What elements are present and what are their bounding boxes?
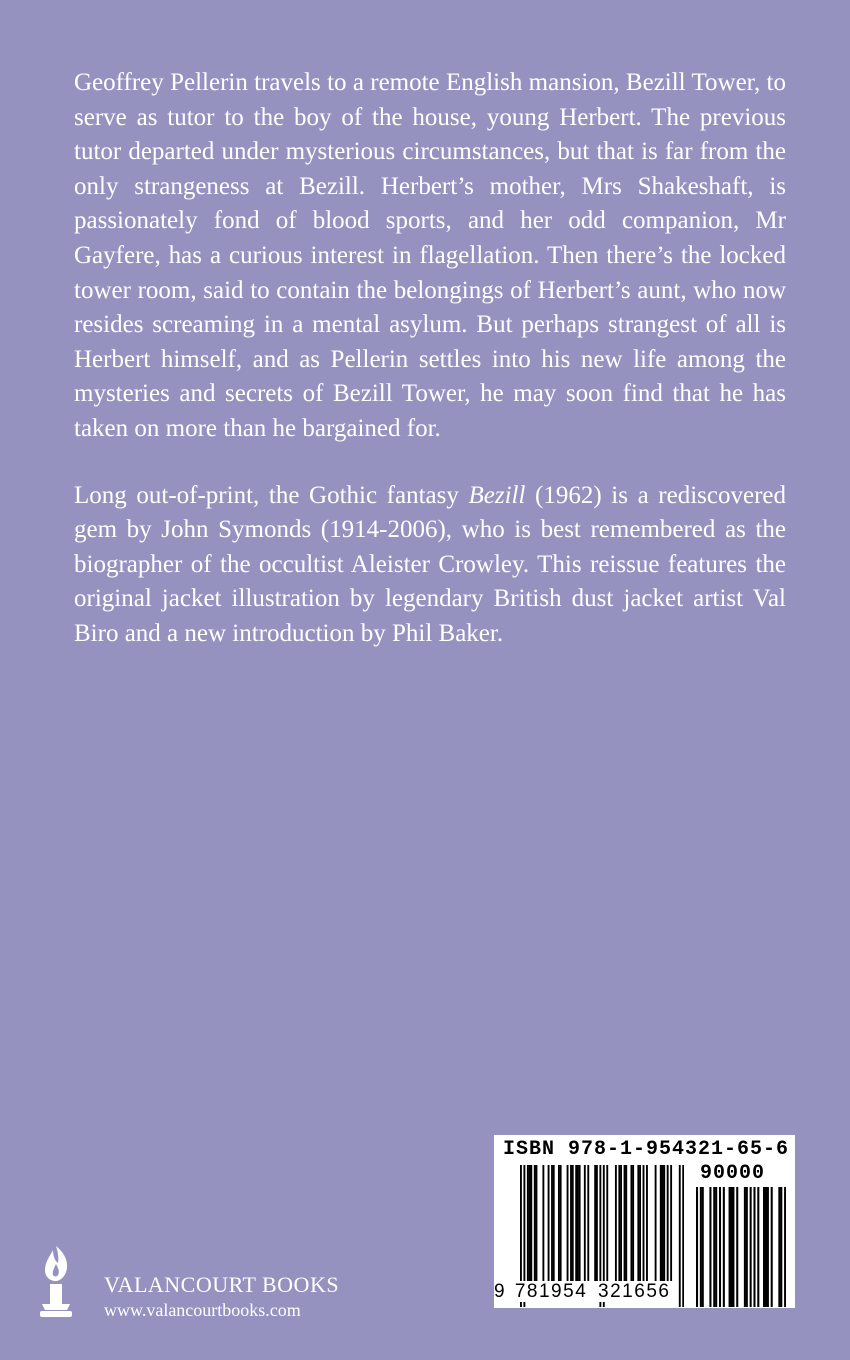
addon-bar (736, 1187, 738, 1307)
about-text-end: (1962) is a rediscovered gem by John Symonds (1914-2006), who is best remembered as the biographer of the occultist Aleister Crowley. This reissue features the original jacket illustration by legendary British dust jacket artist Val Biro and a new introduction by Phil Baker. (74, 481, 786, 647)
blurb-paragraph-about (74, 479, 786, 652)
addon-bar (757, 1187, 759, 1307)
about-text-start: Long out-of-print, the Gothic fantasy (74, 481, 469, 509)
barcode-bar (663, 1165, 665, 1281)
addon-bar (771, 1187, 773, 1307)
barcode-bar (529, 1165, 531, 1281)
barcode-bar (530, 1165, 532, 1281)
barcode-bar (579, 1165, 581, 1281)
addon-bar (700, 1187, 702, 1307)
addon-bars (696, 1187, 786, 1307)
candle-flame-icon (36, 1244, 76, 1320)
barcode-bar (637, 1165, 639, 1281)
barcode-bar (630, 1165, 632, 1281)
price-code: 90000 (700, 1162, 766, 1185)
barcode-bar (567, 1165, 569, 1281)
barcode-bar (660, 1165, 662, 1281)
barcode-bar (670, 1165, 672, 1281)
addon-bar (778, 1187, 780, 1307)
barcode-bar (625, 1165, 627, 1281)
isbn-label: ISBN 978-1-954321-65-6 (503, 1138, 790, 1161)
addon-bar (763, 1187, 765, 1307)
barcode-bar (646, 1165, 648, 1281)
publisher-url: www.valancourtbooks.com (104, 1300, 301, 1320)
barcode-bar (558, 1165, 560, 1281)
addon-bar (713, 1187, 715, 1307)
addon-bar (709, 1187, 711, 1307)
barcode-bar (624, 1165, 626, 1281)
addon-bar (719, 1187, 721, 1307)
addon-bar (750, 1187, 752, 1307)
barcode-bar (620, 1165, 622, 1281)
ean-digit-row (494, 1281, 672, 1303)
addon-bar (732, 1187, 734, 1307)
barcode-bar (560, 1165, 562, 1281)
addon-bar (780, 1187, 782, 1307)
barcode-bar (615, 1165, 617, 1281)
publisher-name: VALANCOURT BOOKS (104, 1272, 340, 1297)
barcode-bar (594, 1165, 596, 1281)
back-cover-blurb (74, 66, 786, 684)
barcode-bar (587, 1165, 589, 1281)
ean-left-digits: 781954 (514, 1281, 588, 1302)
addon-bar (767, 1187, 769, 1307)
barcode-bar (596, 1165, 598, 1281)
isbn-barcode (494, 1135, 795, 1308)
addon-bar (746, 1187, 748, 1307)
blurb-paragraph-synopsis: Geoffrey Pellerin travels to a remote English mansion, Bezill Tower, to serve as tutor to the boy of the house, young Herbert. The previous tutor departed under mysterious circumstances, but that is far from the only strangeness at Bezill. Herbert’s mother, Mrs Shakeshaft, is passionately fond of blood sports, and her odd companion, Mr Gayfere, has a curious interest in flagellation. Then there’s the locked tower room, said to contain the belongings of Herbert’s aunt, who now resides screaming in a mental asylum. But perhaps strangest of all is Herbert himself, and as Pellerin settles into his new life among the mysteries and secrets of Bezill Tower, he may soon find that he has taken on more than he bargained for. (74, 69, 786, 442)
barcode-bar (575, 1165, 577, 1281)
barcode-bar (618, 1165, 620, 1281)
addon-bar (730, 1187, 732, 1307)
barcode-bar (572, 1165, 574, 1281)
barcode-bar (577, 1165, 579, 1281)
ean-first-digit: 9 (494, 1281, 507, 1302)
barcode-bar (553, 1165, 555, 1281)
publisher-block (36, 1244, 396, 1324)
addon-bar (753, 1187, 755, 1307)
barcode-bar (655, 1165, 657, 1281)
barcode-bar (536, 1165, 538, 1281)
barcode-bar (662, 1165, 664, 1281)
barcode-bar (527, 1165, 529, 1281)
addon-bar (744, 1187, 746, 1307)
barcode-bar (584, 1165, 586, 1281)
addon-bar (784, 1187, 786, 1307)
barcode-bar (570, 1165, 572, 1281)
addon-bar (765, 1187, 767, 1307)
guard-bar (682, 1165, 684, 1307)
barcode-bar (534, 1165, 536, 1281)
barcode-bar (632, 1165, 634, 1281)
addon-bar (729, 1187, 731, 1307)
addon-bar (723, 1187, 725, 1307)
addon-bar (696, 1187, 698, 1307)
addon-bar (715, 1187, 717, 1307)
guard-bar (679, 1165, 681, 1307)
barcode-bar (667, 1165, 669, 1281)
barcode-bar (639, 1165, 641, 1281)
barcode-bar (548, 1165, 550, 1281)
ean-right-digits: 321656 (598, 1281, 671, 1302)
addon-bar (702, 1187, 704, 1307)
book-title-italic: Bezill (468, 481, 526, 509)
barcode-bar (606, 1165, 608, 1281)
barcode-bar (542, 1165, 544, 1281)
barcode-bar (643, 1165, 645, 1281)
barcode-bar (551, 1165, 553, 1281)
